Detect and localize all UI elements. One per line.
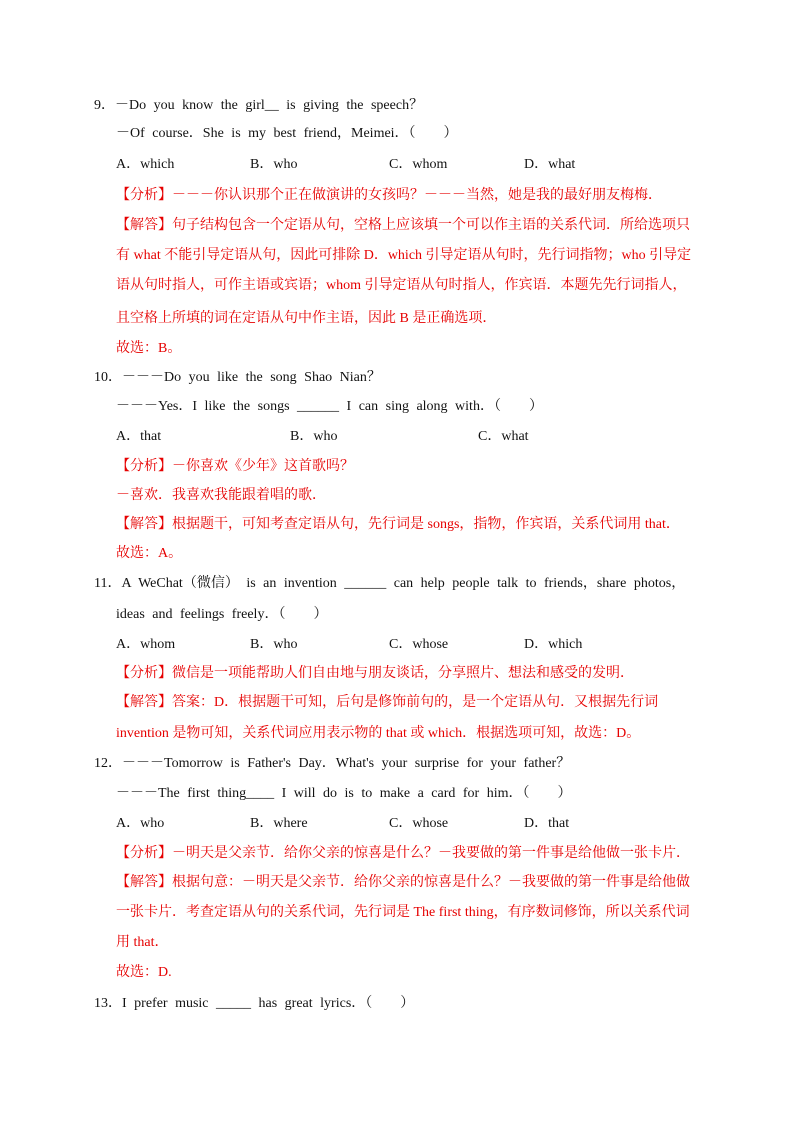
question-stem: －Of course．She is my best friend，Meimei．（ ） <box>116 126 458 141</box>
answer-text: 【解答】根据题干，可知考查定语从句，先行词是 songs，指物，作宾语，关系代词用 that． <box>116 517 680 532</box>
answer-text: 语从句时指人，可作主语或宾语；whom 引导定语从句时指人，作宾语．本题先先行词指人， <box>116 278 687 293</box>
question-stem: 10．－－－Do you like the song Shao Nian？ <box>94 370 381 385</box>
option-b: B．where <box>250 816 308 831</box>
option-b: B．who <box>250 157 298 172</box>
option-c: C．what <box>478 429 529 444</box>
answer-text: 【解答】句子结构包含一个定语从句，空格上应该填一个可以作主语的关系代词．所给选项只 <box>116 218 690 233</box>
option-a: A．that <box>116 429 162 444</box>
analysis-text: 【分析】微信是一项能帮助人们自由地与朋友谈话，分享照片、想法和感受的发明． <box>116 666 634 681</box>
option-b: B．who <box>290 429 338 444</box>
option-d: D．what <box>524 157 576 172</box>
analysis-text: 【分析】－－－你认识那个正在做演讲的女孩吗？－－－当然，她是我的最好朋友梅梅． <box>116 188 662 203</box>
question-stem: 11．A WeChat（微信） is an invention ______ can help people talk to friends，share photos， <box>94 576 686 591</box>
option-d: D．which <box>524 637 583 652</box>
option-d: D．that <box>524 816 570 831</box>
option-c: C．whose <box>389 816 449 831</box>
answer-text: 【解答】根据句意：－明天是父亲节．给你父亲的惊喜是什么？－我要做的第一件事是给他做 <box>116 875 690 890</box>
analysis-text: －喜欢．我喜欢我能跟着唱的歌． <box>116 488 326 503</box>
question-stem: 12．－－－Tomorrow is Father's Day．What's your surprise for your father？ <box>94 756 571 771</box>
answer-text: 【解答】答案：D．根据题干可知，后句是修饰前句的，是一个定语从句．又根据先行词 <box>116 695 659 710</box>
final-answer: 故选：A。 <box>116 546 183 561</box>
answer-text: 一张卡片．考查定语从句的关系代词，先行词是 The first thing，有序数词修饰，所以关系代词 <box>116 905 690 920</box>
final-answer: 故选：D. <box>116 965 172 980</box>
question-stem: －－－Yes．I like the songs ______ I can sing along with．（ ） <box>116 399 543 414</box>
option-c: C．whose <box>389 637 449 652</box>
question-stem: 9．－Do you know the girl__ is giving the speech？ <box>94 98 424 113</box>
question-stem: ideas and feelings freely．（ ） <box>116 607 328 622</box>
options-row <box>0 428 800 446</box>
analysis-text: 【分析】－你喜欢《少年》这首歌吗？ <box>116 459 354 474</box>
option-b: B．who <box>250 637 298 652</box>
answer-text: 用 that． <box>116 935 169 950</box>
options-row <box>0 815 800 833</box>
option-c: C．whom <box>389 157 448 172</box>
options-row <box>0 636 800 654</box>
final-answer: 故选：B。 <box>116 341 182 356</box>
question-stem: 13．I prefer music _____ has great lyrics．（ ） <box>94 996 415 1011</box>
answer-text: 且空格上所填的词在定语从句中作主语，因此 B 是正确选项． <box>116 311 497 326</box>
question-stem: －－－The first thing____ I will do is to make a card for him．（ ） <box>116 786 572 801</box>
analysis-text: 【分析】－明天是父亲节．给你父亲的惊喜是什么？－我要做的第一件事是给他做一张卡片． <box>116 846 690 861</box>
answer-text: 有 what 不能引导定语从句，因此可排除 D．which 引导定语从句时，先行词指物；who 引导定 <box>116 248 692 263</box>
answer-text: invention 是物可知，关系代词应用表示物的 that 或 which．根据选项可知，故选：D。 <box>116 726 641 741</box>
options-row <box>0 156 800 174</box>
option-a: A．whom <box>116 637 176 652</box>
option-a: A．which <box>116 157 175 172</box>
option-a: A．who <box>116 816 165 831</box>
